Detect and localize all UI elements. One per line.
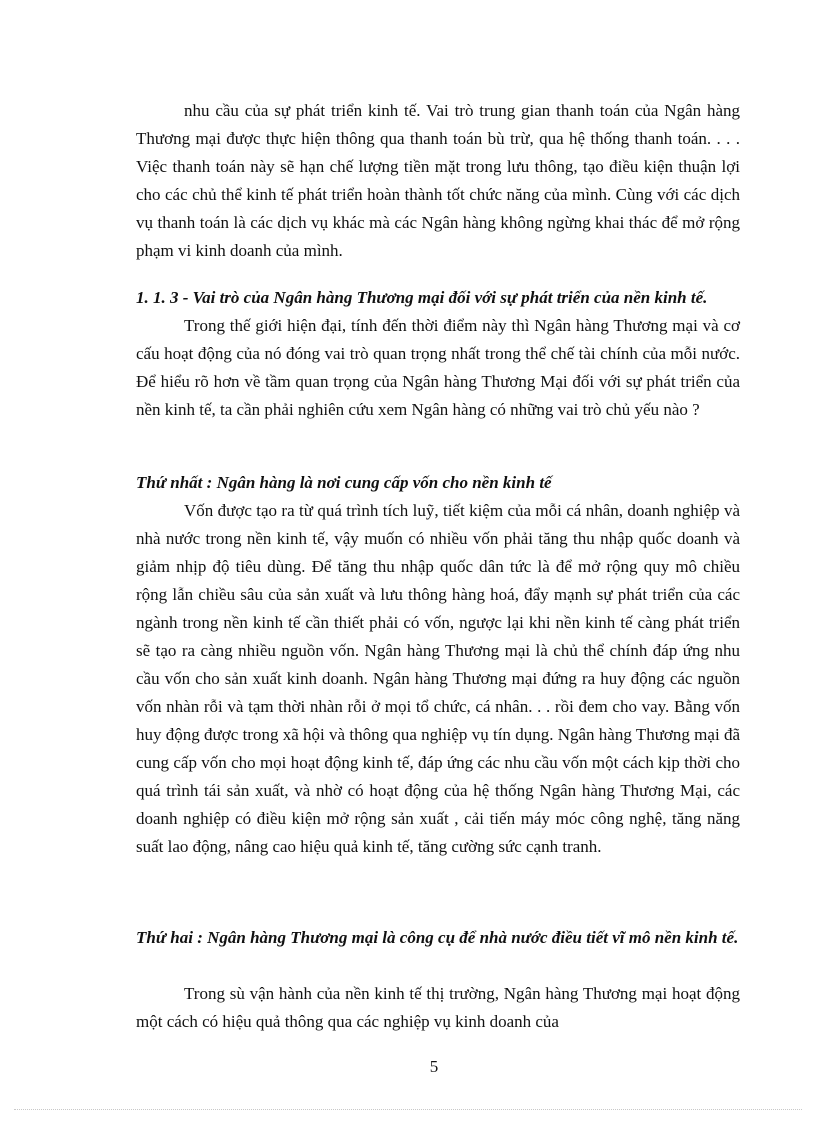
subheading-first-role: Thứ nhất : Ngân hàng là nơi cung cấp vốn cho nền kinh tế <box>136 473 552 492</box>
body-paragraph-payment-role: nhu cầu của sự phát triển kinh tế. Vai trò trung gian thanh toán của Ngân hàng Thương mại được thực hiện thông qua thanh toán bù trừ, qua hệ thống thanh toán. . . . Việc thanh toán này sẽ hạn chế lượng tiền mặt trong lưu thông, tạo điều kiện thuận lợi cho các chủ thể kinh tế phát triển hoàn thành tốt chức năng của mình. Cùng với các dịch vụ thanh toán là các dịch vụ khác mà các Ngân hàng không ngừng khai thác để mở rộng phạm vi kinh doanh của mình. <box>136 101 740 260</box>
subheading-second-role: Thứ hai : Ngân hàng Thương mại là công cụ để nhà nước điều tiết vĩ mô nền kinh tế. <box>136 928 739 947</box>
section-heading-1-1-3: 1. 1. 3 - Vai trò của Ngân hàng Thương mại đối với sự phát triển của nền kinh tế. <box>136 288 708 307</box>
body-paragraph-modern-world: Trong thế giới hiện đại, tính đến thời điểm này thì Ngân hàng Thương mại và cơ cấu hoạt động của nó đóng vai trò quan trọng nhất trong thể chế tài chính của mỗi nước. Để hiểu rõ hơn về tầm quan trọng của Ngân hàng Thương Mại đối với sự phát triển của nền kinh tế, ta cần phải nghiên cứu xem Ngân hàng có những vai trò chủ yếu nào ? <box>136 316 740 419</box>
page-bottom-divider <box>14 1109 802 1110</box>
body-paragraph-market-economy: Trong sù vận hành của nền kinh tế thị trường, Ngân hàng Thương mại hoạt động một cách có hiệu quả thông qua các nghiệp vụ kinh doanh của <box>136 984 740 1031</box>
body-paragraph-capital-supply: Vốn được tạo ra từ quá trình tích luỹ, tiết kiệm của mỗi cá nhân, doanh nghiệp và nhà nước trong nền kinh tế, vậy muốn có nhiều vốn phải tăng thu nhập quốc doanh và giảm nhịp độ tiêu dùng. Để tăng thu nhập quốc dân tức là để mở rộng quy mô chiều rộng lẫn chiều sâu của sản xuất và lưu thông hàng hoá, đẩy mạnh sự phát triển của các ngành trong nền kinh tế cần thiết phải có vốn, ngược lại khi nền kinh tế càng phát triển sẽ tạo ra càng nhiều nguồn vốn. Ngân hàng Thương mại là chủ thể chính đáp ứng nhu cầu vốn cho sản xuất kinh doanh. Ngân hàng Thương mại đứng ra huy động các nguồn vốn nhàn rỗi và tạm thời nhàn rỗi ở mọi tổ chức, cá nhân. . . rồi đem cho vay. Bằng vốn huy động được trong xã hội và thông qua nghiệp vụ tín dụng. Ngân hàng Thương mại đã cung cấp vốn cho mọi hoạt động kinh tế, đáp ứng các nhu cầu vốn một cách kịp thời cho quá trình tái sản xuất, và nhờ có hoạt động của hệ thống Ngân hàng Thương Mại, các doanh nghiệp có điều kiện mở rộng sản xuất , cải tiến máy móc công nghệ, tăng năng suất lao động, nâng cao hiệu quả kinh tế, tăng cường sức cạnh tranh. <box>136 501 740 856</box>
page-number: 5 <box>429 1057 439 1076</box>
